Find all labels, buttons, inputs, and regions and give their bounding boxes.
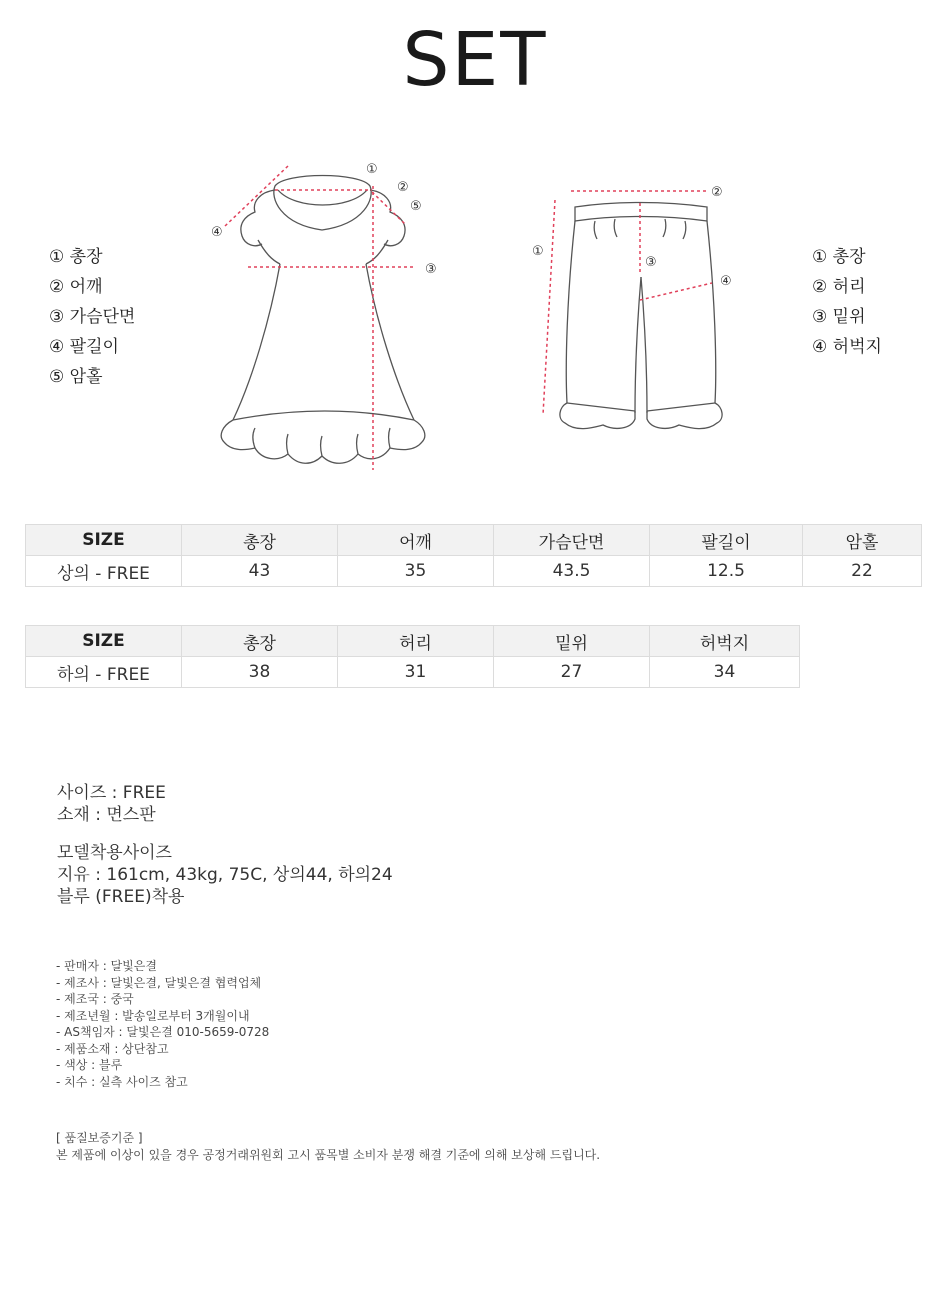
top-garment-diagram	[200, 150, 460, 480]
table-cell: 상의 - FREE	[26, 556, 182, 587]
waistband-outline	[575, 203, 707, 222]
legend-item: ③ 가슴단면	[49, 307, 136, 327]
right-leg-outer	[707, 221, 716, 403]
table-row	[26, 657, 800, 688]
notice-line: - AS책임자 : 달빛은결 010-5659-0728	[56, 1025, 270, 1039]
left-leg-inner	[635, 277, 641, 413]
header-cell: SIZE	[26, 525, 182, 556]
mark-4: ④	[211, 225, 223, 240]
spec-size: 사이즈 : FREE	[57, 783, 166, 803]
mark-1: ①	[532, 244, 544, 259]
quality-title: [ 품질보증기준 ]	[56, 1131, 143, 1145]
notice-line: - 치수 : 실측 사이즈 참고	[56, 1074, 188, 1089]
collar-outline	[274, 176, 371, 231]
spec-block	[57, 782, 166, 826]
table-cell: 31	[338, 657, 494, 688]
table-header-row	[26, 525, 922, 556]
top-size-table	[25, 524, 922, 587]
page-title: SET	[402, 17, 548, 103]
header-cell: 허벅지	[650, 626, 800, 657]
spec-material: 소재 : 면스판	[57, 805, 156, 825]
mark-5: ⑤	[410, 199, 422, 214]
legend-item: ④ 허벅지	[812, 337, 882, 357]
quality-guarantee	[56, 1130, 600, 1163]
header-cell: 암홀	[803, 525, 922, 556]
table-cell: 43.5	[494, 556, 650, 587]
left-leg-outer	[566, 221, 575, 403]
legend-item: ④ 팔길이	[49, 337, 119, 357]
mark-2: ②	[397, 180, 409, 195]
legend-item: ③ 밑위	[812, 307, 866, 327]
notice-line: - 제조국 : 중국	[56, 992, 134, 1006]
header-cell: 밑위	[494, 626, 650, 657]
bottom-garment-diagram	[525, 175, 760, 440]
table-cell: 12.5	[650, 556, 803, 587]
header-cell: 가슴단면	[494, 525, 650, 556]
dress-hem-frill	[221, 420, 425, 463]
legend-item: ⑤ 암홀	[49, 367, 103, 387]
header-cell: 총장	[182, 626, 338, 657]
model-info: 지유 : 161cm, 43kg, 75C, 상의44, 하의24	[57, 865, 393, 885]
table-cell: 27	[494, 657, 650, 688]
notice-line: - 판매자 : 달빛은결	[56, 959, 157, 973]
total-length-line	[543, 200, 555, 415]
table-cell: 22	[803, 556, 922, 587]
table-cell: 34	[650, 657, 800, 688]
legend-item: ② 어깨	[49, 277, 103, 297]
bottom-measure-legend	[812, 242, 882, 362]
mark-3: ③	[425, 262, 437, 277]
mark-2: ②	[711, 185, 723, 200]
header-cell: 허리	[338, 626, 494, 657]
model-title: 모델착용사이즈	[57, 843, 172, 863]
sleeve-length-line	[225, 166, 288, 226]
left-sleeve-outline	[241, 190, 275, 246]
legend-item: ② 허리	[812, 277, 866, 297]
dress-left-side	[233, 264, 280, 420]
header-cell: 어깨	[338, 525, 494, 556]
mark-4: ④	[720, 274, 732, 289]
top-measure-legend	[49, 242, 135, 392]
bottom-size-table	[25, 625, 800, 688]
right-sleeve-outline	[370, 190, 405, 246]
model-block	[57, 842, 393, 908]
quality-text: 본 제품에 이상이 있을 경우 공정거래위원회 고시 품목별 소비자 분쟁 해결 기준에 의해 보상해 드립니다.	[56, 1147, 601, 1162]
legend-item: ① 총장	[49, 247, 103, 267]
model-worn: 블루 (FREE)착용	[57, 887, 185, 907]
notice-line: - 색상 : 블루	[56, 1058, 123, 1072]
table-cell: 35	[338, 556, 494, 587]
table-row	[26, 556, 922, 587]
table-cell: 하의 - FREE	[26, 657, 182, 688]
right-leg-inner	[641, 277, 647, 413]
table-cell: 38	[182, 657, 338, 688]
table-cell: 43	[182, 556, 338, 587]
mark-1: ①	[366, 162, 378, 177]
header-cell: SIZE	[26, 626, 182, 657]
notice-line: - 제품소재 : 상단참고	[56, 1041, 169, 1056]
thigh-line	[640, 283, 712, 300]
notice-line: - 제조년월 : 발송일로부터 3개월이내	[56, 1008, 250, 1023]
header-cell: 팔길이	[650, 525, 803, 556]
notice-line: - 제조사 : 달빛은결, 달빛은결 협력업체	[56, 975, 262, 990]
mark-3: ③	[645, 255, 657, 270]
header-cell: 총장	[182, 525, 338, 556]
product-notice	[56, 958, 269, 1090]
legend-item: ① 총장	[812, 247, 866, 267]
table-header-row	[26, 626, 800, 657]
